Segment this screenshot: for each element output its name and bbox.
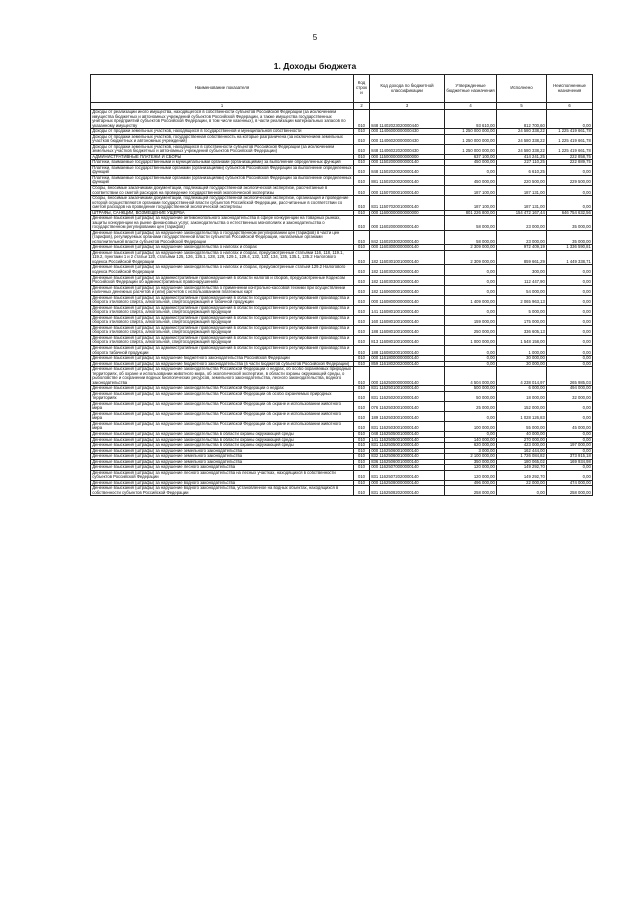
row-code: 010 [354,285,370,295]
table-row [91,295,593,305]
row-name: Денежные взыскания (штрафы) за административные правонарушения в области государственного регулирования производства и оборота этилового спирта, алкогольной, спиртосодержащей продукции [91,315,354,325]
row-unexecuted: 0,00 [547,196,593,211]
row-approved: 250 000,00 [445,325,497,335]
table-row [91,421,593,431]
row-code: 010 [354,432,370,438]
row-approved: 0,00 [445,432,497,438]
table-row [91,486,593,496]
row-code: 010 [354,265,370,275]
row-name: Денежные взыскания (штрафы) за нарушение земельного законодательства [91,459,354,465]
row-name: Доходы от продажи земельных участков, находящихся в собственности субъектов Российской Федерации (за исключением земельных участков бюджетных и автономных учреждений субъектов Российской Федерации) [91,144,354,154]
row-code: 010 [354,345,370,355]
row-executed: 112 447,90 [497,275,547,285]
row-classification: 000 11625060010000140 [370,448,445,454]
table-row [91,470,593,480]
row-unexecuted: 1 449 338,71 [547,250,593,265]
column-number-row [91,103,593,110]
row-name: Платежи, взимаемые государственными органами (организациями) субъектов Российской Федерации за выполнение определенных функций [92,165,352,175]
row-unexecuted: 0,00 [547,275,593,285]
row-code: 010 [354,454,370,460]
row-unexecuted: 0,00 [547,448,593,454]
row-executed: 54 000,00 [497,285,547,295]
row-code: 010 [354,250,370,265]
row-code: 010 [354,185,370,195]
row-approved: 58 000,00 [445,216,497,231]
row-code: 010 [354,245,370,251]
row-approved: 0,00 [445,285,497,295]
row-code: 010 [354,325,370,335]
table-row [91,285,593,295]
row-unexecuted: 1 225 419 661,78 [547,144,593,154]
row-executed: 972 409,19 [497,245,547,251]
table-row [91,110,593,129]
row-classification: 182 11603010010000140 [370,250,445,265]
row-unexecuted: 0,00 [547,437,593,443]
row-unexecuted: 494 000,00 [547,386,593,392]
row-code: 010 [354,437,370,443]
table-row [91,134,593,144]
row-approved: 120 000,00 [445,465,497,471]
row-classification: 182 11603030010000140 [370,275,445,285]
row-name: Денежные взыскания (штрафы) за нарушение законодательства в области охраны окружающей среды [91,443,354,449]
row-executed: 6 610,25 [497,165,547,175]
row-approved: 0,00 [445,265,497,275]
row-name: Денежные взыскания (штрафы) за нарушение законодательства Российской Федерации о недрах [91,386,354,392]
row-approved: 496 000,00 [445,480,497,486]
header-classification: Код дохода по бюджетной классификации [370,75,445,103]
row-classification: 000 11602000000000140 [370,216,445,231]
row-unexecuted: 0,00 [547,470,593,480]
row-executed: 812 700,60 [497,110,547,129]
row-code: 010 [354,305,370,315]
table-row [91,335,593,345]
row-classification: 000 11625070000000140 [370,465,445,471]
row-unexecuted: 229 500,00 [547,175,593,185]
row-approved: 25 000,00 [445,401,497,411]
row-executed: 423 000,00 [497,443,547,449]
row-approved: 100 000,00 [445,421,497,431]
table-row [91,305,593,315]
row-executed: 152 000,00 [497,401,547,411]
row-classification: 160 11608010010000140 [370,315,445,325]
row-unexecuted: 0,00 [547,432,593,438]
row-classification: 048 11625050010000140 [370,432,445,438]
row-executed: 23 000,00 [497,216,547,231]
row-unexecuted: 646 754 632,56 [547,210,593,216]
row-approved: 4 504 000,00 [445,367,497,386]
row-classification: 000 11608000000000140 [370,295,445,305]
row-code: 010 [354,361,370,367]
row-code: 010 [354,175,370,185]
row-executed: 40 000,00 [497,432,547,438]
row-executed: 2 065 963,13 [497,295,547,305]
table-row [91,165,593,175]
column-number: 2 [354,103,370,110]
row-executed: 1 028 126,83 [497,411,547,421]
row-approved: 50 000,00 [445,391,497,401]
table-row [91,275,593,285]
row-classification: 831 11507020010000140 [370,196,445,211]
row-name: Денежные взыскания (штрафы) за нарушение законодательства о налогах и сборах, предусмотренные статьей 129.2 Налогового кодекса Российской Федерации [91,265,354,275]
row-name: Сборы, вносимые заказчиками документации, подлежащей государственной экологической экспертизе, организация и проведение которой осуществляются органами государственной власти субъектов Российской Федерации, рассчитанные в соответствии со сметой расходов на проведение государственной экологической экспертизы [91,196,354,211]
row-classification: 000 11406000000000430 [370,129,445,135]
row-code: 010 [354,134,370,144]
row-code: 010 [354,335,370,345]
row-approved: 1 250 000 000,00 [445,144,497,154]
table-row [91,216,593,231]
row-approved: 159 000,00 [445,315,497,325]
row-code: 010 [354,448,370,454]
row-name: Денежные взыскания (штрафы) за нарушение водного законодательства [91,480,354,486]
row-classification: 832 11625060010000140 [370,454,445,460]
row-code: 010 [354,160,370,166]
row-classification: 848 11406022020000430 [370,144,445,154]
row-classification: 189 11625030010000140 [370,411,445,421]
row-unexecuted: 35 000,00 [547,230,593,245]
row-executed: 227 110,25 [497,160,547,166]
row-executed: 22 000,00 [497,480,547,486]
row-executed: 18 000,00 [497,391,547,401]
row-classification: 000 11600000000000000 [370,210,445,216]
row-unexecuted: 0,00 [547,185,593,195]
row-unexecuted: 0,00 [547,401,593,411]
row-code: 010 [354,386,370,392]
row-code: 010 [354,486,370,496]
row-executed: 30 000,00 [497,361,547,367]
header-unexecuted: Неисполненные назначения [547,75,593,103]
table-row [91,411,593,421]
table-row [91,175,593,185]
header-name: Наименование показателя [91,75,354,103]
row-name: Денежные взыскания (штрафы) за административные правонарушения в области государственного регулирования производства и оборота этилового спирта, алкогольной, спиртосодержащей и табачной продукции [91,295,354,305]
row-classification: 831 11625010010000140 [370,386,445,392]
row-executed: 1 548 158,00 [497,335,547,345]
row-classification: 831 11625050010000140 [370,443,445,449]
row-code: 010 [354,411,370,421]
row-classification: 848 11502020020000140 [370,165,445,175]
row-classification: 000 11625000000000140 [370,367,445,386]
row-executed: 24 580 338,22 [497,129,547,135]
row-classification: 813 11608010010000140 [370,335,445,345]
row-executed: 336 605,13 [497,325,547,335]
row-unexecuted: 222 889,75 [547,160,593,166]
row-name: Денежные взыскания (штрафы) за нарушение законодательства Российской Федерации об охране и использовании животного мира [91,401,354,411]
row-name: ШТРАФЫ, САНКЦИИ, ВОЗМЕЩЕНИЕ УЩЕРБА [91,210,354,216]
header-code: Код строки [354,75,370,103]
column-number: 5 [497,103,547,110]
row-name: Сборы, вносимые заказчиками документации, подлежащей государственной экологической экспертизе, рассчитанные в соответствии со сметой расходов на проведение государственной экологической экспертизы [91,185,354,195]
row-approved: 1 409 000,00 [445,295,497,305]
row-code: 010 [354,465,370,471]
page-number: 5 [312,33,318,42]
row-approved: 637 100,00 [445,154,497,160]
row-code: 010 [354,144,370,154]
row-approved: 1 250 000 000,00 [445,134,497,144]
row-code: 010 [354,196,370,211]
row-unexecuted: 265 985,03 [547,367,593,386]
row-classification: 000 11406020000000430 [370,134,445,144]
row-name: Денежные взыскания (штрафы) за нарушение законодательства о государственном регулировании цен (тарифов) в части цен (тарифов), регулируемых органами государственной власти субъектов Российской Федерации, налагаемые органами исполнительной власти субъектов Российской Федерации [91,230,354,245]
row-code: 010 [354,480,370,486]
row-executed: 4 238 014,97 [497,367,547,386]
row-approved: 258 000,00 [445,486,497,496]
table-row [91,250,593,265]
row-unexecuted: 0,00 [547,265,593,275]
column-number: 3 [370,103,445,110]
row-unexecuted: 0,00 [547,345,593,355]
row-classification: 141 11625050010000140 [370,437,445,443]
row-name: Денежные взыскания (штрафы) за административные правонарушения в области государственного регулирования производства и оборота этилового спирта, алкогольной, спиртосодержащей продукции [91,305,354,315]
row-executed: 1 000,00 [497,345,547,355]
table-row [91,401,593,411]
row-approved: 0,00 [445,361,497,367]
row-executed: 1 726 084,82 [497,454,547,460]
row-classification: 831 11625072020000140 [370,470,445,480]
row-name: Денежные взыскания (штрафы) за нарушение законодательства Российской Федерации об охране и использовании животного мира [91,411,354,421]
row-executed: 55 000,00 [497,421,547,431]
row-name: Денежные взыскания (штрафы) за нарушение земельного законодательства [91,448,354,454]
row-name: Денежные взыскания (штрафы) за нарушение лесного законодательства [91,465,354,471]
row-name: Денежные взыскания (штрафы) за нарушение антимонопольного законодательства в сфере конкуренции на товарных рынках, защиты конкуренции на рынке финансовых услуг, законодательства о естественных монополиях и законодательства о государственном регулировании цен (тарифов) [91,216,354,231]
row-unexecuted: 197 000,00 [547,443,593,449]
row-classification: 000 11618000000000140 [370,356,445,362]
row-approved: 93 610,00 [445,110,497,129]
row-approved: 0,00 [445,356,497,362]
column-number: 6 [547,103,593,110]
row-name: Денежные взыскания (штрафы) за нарушение законодательства в области охраны окружающей среды [91,432,354,438]
row-executed: 187 131,00 [497,196,547,211]
table-row [91,230,593,245]
row-name: Денежные взыскания (штрафы) за административные правонарушения в области государственного регулирования производства и оборота этилового спирта, алкогольной, спиртосодержащей продукции [91,335,354,345]
row-unexecuted: 45 000,00 [547,421,593,431]
row-approved: 350 000,00 [445,459,497,465]
row-name: Денежные взыскания (штрафы) за нарушение законодательства Российской Федерации об особо охраняемых природных территориях [91,391,354,401]
row-classification: 188 11608010010000140 [370,325,445,335]
row-code: 010 [354,421,370,431]
row-classification: 881 11502020020000140 [370,175,445,185]
row-unexecuted: 474 000,00 [547,480,593,486]
row-unexecuted: 32 000,00 [547,391,593,401]
row-name: Денежные взыскания (штрафы) за административные правонарушения в области налогов и сборов, предусмотренные Кодексом Российской Федерации об административных правонарушениях [91,275,354,285]
row-unexecuted: 0,00 [547,361,593,367]
row-unexecuted: 0,00 [547,315,593,325]
row-executed: 149 292,70 [497,470,547,480]
row-name: Доходы от продажи земельных участков, государственная собственность на которые разграничена (за исключением земельных участков бюджетных и автономных учреждений) [91,134,354,144]
row-code: 010 [354,443,370,449]
row-name: Денежные взыскания (штрафы) за нарушение земельного законодательства [91,454,354,460]
row-approved: 450 000,00 [445,160,497,166]
row-code: 010 [354,210,370,216]
row-executed: 149 292,70 [497,465,547,471]
row-approved: 3 000,00 [445,448,497,454]
row-code: 010 [354,315,370,325]
row-code: 010 [354,216,370,231]
row-approved: 58 000,00 [445,230,497,245]
row-approved: 120 000,00 [445,470,497,480]
row-executed: 270 000,00 [497,437,547,443]
row-code: 010 [354,110,370,129]
table-row [91,315,593,325]
row-approved: 801 226 800,00 [445,210,497,216]
row-executed: 0,00 [497,486,547,496]
row-unexecuted: 0,00 [547,335,593,345]
row-approved: 500 000,00 [445,386,497,392]
row-unexecuted: 373 915,18 [547,454,593,460]
row-unexecuted: 169 934,98 [547,459,593,465]
table-row [91,325,593,335]
row-classification: 000 11500000000000000 [370,154,445,160]
row-classification: 831 11625020010000140 [370,391,445,401]
budget-income-table [90,74,593,496]
row-unexecuted: 1 336 590,81 [547,245,593,251]
table-row [91,345,593,355]
section-title: 1. Доходы бюджета [273,61,357,71]
row-executed: 24 580 338,22 [497,144,547,154]
row-approved: 1 000 000,00 [445,335,497,345]
row-approved: 0,00 [445,305,497,315]
row-code: 010 [354,295,370,305]
row-name: Денежные взыскания (штрафы) за нарушение водного законодательства, установленное на водных объектах, находящихся в собственности субъектов Российской Федерации [91,486,354,496]
row-unexecuted: 0,00 [547,325,593,335]
row-unexecuted: 1 225 419 661,78 [547,129,593,135]
table-row [91,185,593,195]
row-classification: 000 11603000000000140 [370,245,445,251]
row-executed: 24 580 338,22 [497,134,547,144]
row-classification: 188 11608020010000140 [370,345,445,355]
row-approved: 0,00 [445,275,497,285]
row-classification: 141 11608010010000140 [370,305,445,315]
row-approved: 187 100,00 [445,196,497,211]
row-executed: 154 472 167,44 [497,210,547,216]
column-number: 1 [91,103,354,110]
row-classification: 182 11606000010000140 [370,285,445,295]
row-name: Денежные взыскания (штрафы) за нарушение законодательства Российской Федерации об охране и использовании животного мира [91,421,354,431]
row-classification: 848 11402023020000440 [370,110,445,129]
row-unexecuted: 0,00 [547,295,593,305]
row-executed: 23 000,00 [497,230,547,245]
row-name: Денежные взыскания (штрафы) за административные правонарушения в области государственного регулирования производства и оборота табачной продукции [91,345,354,355]
row-approved: 187 100,00 [445,185,497,195]
row-executed: 30 000,00 [497,356,547,362]
row-approved: 0,00 [445,165,497,175]
row-unexecuted: 1 225 419 661,78 [547,134,593,144]
row-code: 010 [354,154,370,160]
row-classification: 836 11625060010000140 [370,459,445,465]
column-number: 4 [445,103,497,110]
row-classification: 000 11502000000000140 [370,160,445,166]
row-code: 010 [354,391,370,401]
row-unexecuted: 0,00 [547,411,593,421]
row-executed: 220 500,00 [497,175,547,185]
row-executed: 175 000,00 [497,315,547,325]
row-name: АДМИНИСТРАТИВНЫЕ ПЛАТЕЖИ И СБОРЫ [91,154,354,160]
row-name: Денежные взыскания (штрафы) за административные правонарушения в области государственного регулирования производства и оборота этилового спирта, алкогольной, спиртосодержащей продукции [91,325,354,335]
row-unexecuted: 222 858,75 [547,154,593,160]
row-code: 010 [354,356,370,362]
row-name: Денежные взыскания (штрафы) за нарушение бюджетного законодательства Российской Федерации [91,356,354,362]
row-executed: 187 131,00 [497,185,547,195]
row-unexecuted: 0,00 [547,165,593,175]
row-approved: 0,00 [445,411,497,421]
row-unexecuted: 0,00 [547,285,593,295]
row-executed: 859 661,29 [497,250,547,265]
row-unexecuted: 0,00 [547,305,593,315]
row-unexecuted: 258 000,00 [547,486,593,496]
table-header-row [91,75,593,103]
row-name: Платежи, взимаемые государственными и муниципальными органами (организациями) за выполнение определенных функций [91,160,354,166]
table-row [91,144,593,154]
row-name: Денежные взыскания (штрафы) за нарушение законодательства о налогах и сборах [91,245,354,251]
row-approved: 140 000,00 [445,437,497,443]
row-executed: 180 065,02 [497,459,547,465]
row-unexecuted: 0,00 [547,110,593,129]
row-code: 010 [354,459,370,465]
row-approved: 620 000,00 [445,443,497,449]
row-name: Доходы от продажи земельных участков, находящихся в государственной и муниципальной собственности [91,129,354,135]
row-unexecuted: 0,00 [547,356,593,362]
row-name: Доходы от реализации иного имущества, находящегося в собственности субъектов Российской Федерации (за исключением имущества бюджетных и автономных учреждений субъектов Российской Федерации, а также имущества государственных унитарных предприятий субъектов Российской Федерации, в том числе казенных), в части реализации материальных запасов по указанному имуществу [91,110,354,129]
row-code: 010 [354,367,370,386]
table-row [91,196,593,211]
row-code: 010 [354,275,370,285]
row-name: Денежные взыскания (штрафы) за нарушение законодательства о применении контрольно-кассовой техники при осуществлении наличных денежных расчетов и (или) расчетов с использованием платежных карт [91,285,354,295]
row-classification: 831 11625082020000140 [370,486,445,496]
row-name: Денежные взыскания (штрафы) за нарушение бюджетного законодательства (в части бюджетов субъектов Российской Федерации) [91,361,354,367]
row-executed: 414 241,25 [497,154,547,160]
table-row [91,367,593,386]
row-code: 010 [354,165,370,175]
table-row [91,265,593,275]
row-executed: 5 000,00 [497,305,547,315]
header-approved: Утвержденные бюджетные назначения [445,75,497,103]
table-body [91,110,593,496]
row-classification: 842 11602030020000140 [370,230,445,245]
row-executed: 6 000,00 [497,386,547,392]
row-executed: 162 444,00 [497,448,547,454]
row-classification: 859 11618020020000140 [370,361,445,367]
row-code: 010 [354,470,370,480]
row-name: Денежные взыскания (штрафы) за нарушение лесного законодательства на лесных участках, находящихся в собственности субъектов Российской Федерации [91,470,354,480]
row-name: Денежные взыскания (штрафы) за нарушение законодательства в области охраны окружающей среды [91,437,354,443]
row-executed: 300,00 [497,265,547,275]
row-code: 010 [354,230,370,245]
row-approved: 450 000,00 [445,175,497,185]
row-approved: 2 309 000,00 [445,245,497,251]
row-code: 010 [354,401,370,411]
row-approved: 2 309 000,00 [445,250,497,265]
header-executed: Исполнено [497,75,547,103]
table-row [91,391,593,401]
row-classification: 076 11625030010000140 [370,401,445,411]
row-approved: 2 100 000,00 [445,454,497,460]
row-classification: 000 11625080000000140 [370,480,445,486]
row-approved: 1 250 000 000,00 [445,129,497,135]
row-code: 010 [354,129,370,135]
row-approved: 0,00 [445,345,497,355]
row-unexecuted: 35 000,00 [547,216,593,231]
row-name: Денежные взыскания (штрафы) за нарушение законодательства Российской Федерации о недрах, об особо охраняемых природных территориях, об охране и использовании животного мира, об экологической экспертизе, в области охраны окружающей среды, о рыболовстве и сохранении водных биологических ресурсов, земельного законодательства, лесного законодательства, водного законодательства [91,367,354,386]
row-name: Платежи, взимаемые государственными органами (организациями) субъектов Российской Федерации за выполнение определенных функций [92,175,352,185]
row-name: Денежные взыскания (штрафы) за нарушение законодательства о налогах и сборах, предусмотренные статьями 116, 118, 119.1, 119.2, пунктами 1 и 2 статьи 120, статьями 125, 126, 126.1, 128, 129, 129.1, 129.4, 132, 133, 134, 135, 135.1, 135.2 Налогового кодекса Российской Федерации [91,250,354,265]
row-classification: 831 11625030010000140 [370,421,445,431]
row-classification: 182 11603020020000140 [370,265,445,275]
row-unexecuted: 0,00 [547,465,593,471]
row-classification: 000 11507000010000140 [370,185,445,195]
